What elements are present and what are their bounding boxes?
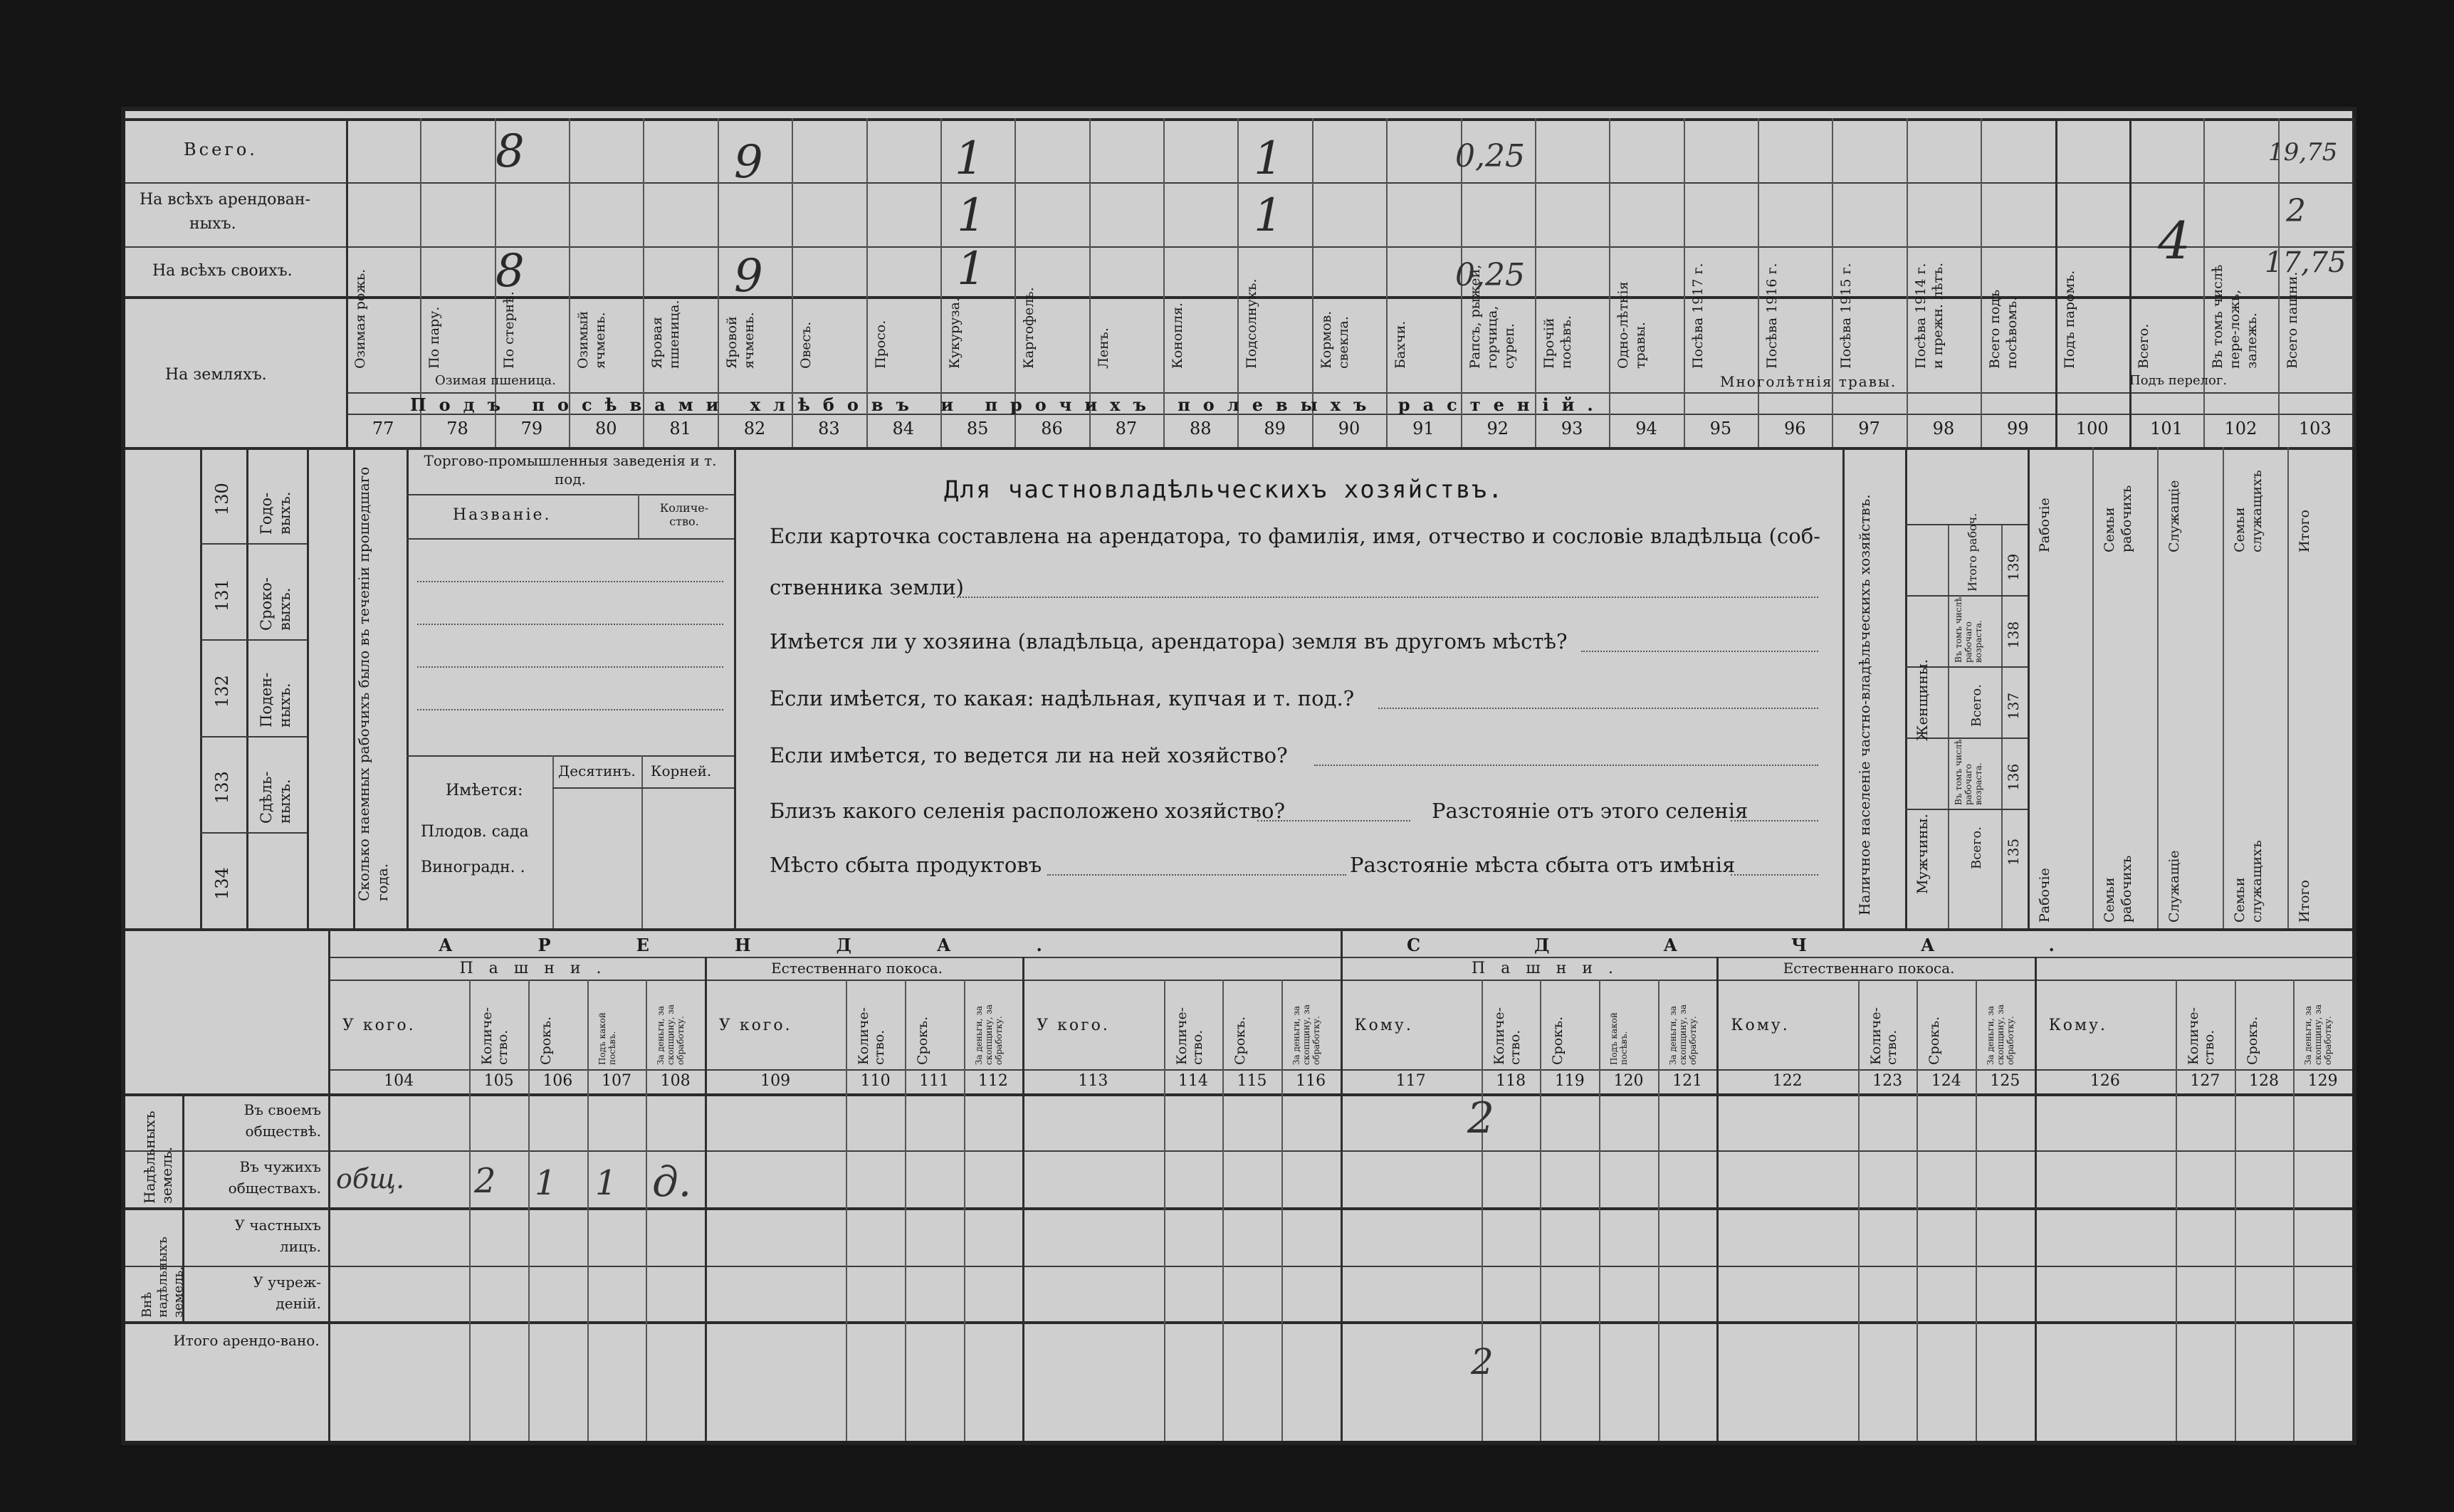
col-label-101: Всего.: [2135, 323, 2151, 369]
col-label-99: Всего подъ посѣвомъ.: [1987, 289, 2020, 369]
q1-line-a: Если карточка составлена на арендатора, то фамилія, имя, отчество и сословіе владѣльца (соб-: [770, 524, 1820, 548]
roots-header: Корней.: [651, 762, 712, 779]
lease-sdacha-head-120: Подъ какой посѣвъ.: [1609, 1012, 1630, 1065]
lease-sdacha-head-124: Срокъ.: [1926, 1016, 1943, 1065]
lease-sdacha-head-123: Количе-ство.: [1867, 1007, 1899, 1065]
hw-78-total: 8: [495, 125, 525, 178]
lease-arenda-head-112: За деньги, за скопщину, за обработку.: [973, 1004, 1004, 1065]
pop-total-label-2: Всего.: [1969, 684, 1984, 727]
fallow-label: Подъ перелог.: [2129, 373, 2228, 388]
col-label-95: Посѣва 1917 г.: [1689, 263, 1706, 369]
col-num-90: 90: [1338, 419, 1360, 439]
col-num-85: 85: [966, 419, 989, 439]
col-num-95: 95: [1709, 419, 1732, 439]
col-num-84: 84: [892, 419, 915, 439]
row-private-persons: У частныхъ лицъ.: [234, 1217, 321, 1255]
col-label-97: Посѣва 1915 г.: [1838, 263, 1855, 369]
hw-89-total: 1: [1254, 132, 1283, 185]
row-own-society: Въ своемъ обществѣ.: [243, 1101, 321, 1140]
trade-title: Торгово-промышленныя заведенія и т. под.: [424, 452, 717, 488]
col-num-87: 87: [1115, 419, 1138, 439]
col-label-82: Яровой ячмень.: [723, 312, 757, 369]
lease-num-129: 129: [2307, 1072, 2338, 1090]
row-institutions: У учреж-деній.: [253, 1274, 321, 1312]
row-rented-label-2: ныхъ.: [189, 215, 236, 233]
col-num-98: 98: [1932, 419, 1955, 439]
lease-num-127: 127: [2190, 1072, 2220, 1090]
col-num-78: 78: [446, 419, 468, 439]
pop-col-top-1: Семьи рабочихъ: [2102, 485, 2135, 552]
worker-label-132: Поден-ныхъ.: [258, 672, 293, 728]
lease-num-111: 111: [919, 1072, 950, 1090]
men-label: Мужчины.: [1914, 814, 1931, 894]
col-num-96: 96: [1783, 419, 1806, 439]
col-label-88: Конопля.: [1170, 302, 1186, 369]
col-num-94: 94: [1635, 419, 1657, 439]
lease-num-115: 115: [1237, 1072, 1267, 1090]
col-num-77: 77: [372, 419, 394, 439]
q5a: Близъ какого селенія расположено хозяйство?: [770, 799, 1286, 823]
lease-num-106: 106: [542, 1072, 573, 1090]
q6a: Мѣсто сбыта продуктовъ: [770, 853, 1042, 877]
lease-sdacha-head-122: Кому.: [1731, 1017, 1790, 1034]
lease-num-107: 107: [601, 1072, 631, 1090]
col-num-89: 89: [1264, 419, 1286, 439]
lease-sdacha-head-129: За деньги, за скопщину, за обработку.: [2303, 1004, 2334, 1065]
hw-82-total: 9: [734, 136, 763, 189]
lease-sdacha-head-128: Срокъ.: [2244, 1016, 2260, 1065]
hw-row1-118: 2: [1467, 1093, 1495, 1143]
lease-arenda-nat-hay: Естественнаго покоса.: [771, 960, 943, 977]
population-title: Наличное населеніе частно-владѣльческихъ хозяйствъ.: [1856, 494, 1873, 915]
col-label-78: По пару.: [426, 306, 443, 369]
num-138: 138: [2005, 621, 2022, 649]
lease-sdacha-head-127: Количе-ство.: [2186, 1007, 2218, 1065]
pop-col-bot-1: Семьи рабочихъ: [2102, 855, 2135, 923]
desyatin-header: Десятинъ.: [558, 762, 636, 779]
lease-arenda-head-115: Срокъ.: [1232, 1016, 1249, 1065]
hired-workers-title: Сколько наемных рабочихъ было въ теченіи прошедшаго года.: [355, 466, 391, 901]
lease-num-110: 110: [860, 1072, 891, 1090]
col-label-96: Посѣва 1916 г.: [1764, 263, 1781, 369]
lease-num-105: 105: [483, 1072, 514, 1090]
col-num-103: 103: [2298, 419, 2332, 439]
pop-total-label-3: Всего.: [1969, 826, 1984, 869]
col-label-103: Всего пашни.: [2284, 271, 2300, 369]
col-label-85: Кукуруза.: [946, 297, 963, 369]
lease-sdacha-head-121: За деньги, за скопщину, за обработку.: [1667, 1004, 1698, 1065]
lease-sdacha-head-117: Кому.: [1354, 1017, 1413, 1034]
trade-name-header: Названіе.: [453, 506, 552, 524]
lease-num-121: 121: [1672, 1072, 1703, 1090]
lease-num-128: 128: [2249, 1072, 2280, 1090]
lease-num-117: 117: [1395, 1072, 1426, 1090]
lease-num-122: 122: [1772, 1072, 1803, 1090]
col-label-93: Прочій посѣвъ.: [1541, 315, 1574, 369]
hw-total-118: 2: [1471, 1341, 1494, 1382]
row-rented-label-1: На всѣхъ арендован-: [140, 191, 310, 209]
women-label: Женщины.: [1914, 658, 1931, 741]
pop-total-label-1: Итого рабоч.: [1966, 513, 1979, 592]
lease-num-126: 126: [2089, 1072, 2120, 1090]
col-num-82: 82: [743, 419, 766, 439]
pop-col-top-4: Итого: [2296, 510, 2312, 552]
hw-row2-crop: 1: [595, 1163, 617, 1203]
lease-num-120: 120: [1613, 1072, 1644, 1090]
hw-92-own: 0,25: [1455, 257, 1525, 293]
col-label-92: Рапсъ, рыжей, горчица, суреп.: [1467, 264, 1517, 369]
hw-row2-term: 1: [535, 1163, 557, 1203]
col-num-99: 99: [2007, 419, 2029, 439]
worker-label-131: Сроко-выхъ.: [258, 577, 293, 631]
lease-num-125: 125: [1990, 1072, 2020, 1090]
lease-num-108: 108: [660, 1072, 691, 1090]
lease-num-124: 124: [1931, 1072, 1961, 1090]
num-139: 139: [2005, 553, 2022, 581]
lease-sdacha-nat-hay: Естественнаго покоса.: [1783, 960, 1955, 977]
private-title: Для частновладѣльческихъ хозяйствъ.: [944, 476, 1504, 504]
pop-col-bot-3: Семьи служащихъ: [2231, 840, 2265, 923]
col-label-84: Просо.: [872, 320, 888, 369]
worker-num-130: 130: [212, 482, 232, 515]
hw-103-rented: 2: [2286, 193, 2306, 229]
lease-arenda-head-113: У кого.: [1037, 1017, 1110, 1034]
hw-85-rented: 1: [957, 189, 986, 242]
pop-col-top-3: Семьи служащихъ: [2231, 470, 2265, 552]
col-num-83: 83: [818, 419, 840, 439]
lease-num-112: 112: [977, 1072, 1008, 1090]
col-label-102: Въ томъ числѣ пере-ложь, залежь.: [2210, 264, 2260, 369]
vineyards-label: Виноградн. .: [421, 859, 525, 876]
orchards-label: Плодов. сада: [421, 823, 529, 841]
lease-arenda-head-110: Количе-ство.: [856, 1007, 888, 1065]
col-num-100: 100: [2075, 419, 2109, 439]
col-num-101: 101: [2150, 419, 2183, 439]
num-135: 135: [2005, 838, 2022, 866]
lease-arenda-head-114: Количе-ство.: [1173, 1007, 1205, 1065]
lease-arenda-pashni: Пашни.: [459, 960, 617, 977]
perennial-grass-label: Многолѣтнія травы.: [1720, 373, 1897, 390]
lease-arenda-head-107: Подъ какой посѣвъ.: [597, 1012, 617, 1065]
lease-arenda-head-104: У кого.: [342, 1017, 416, 1034]
worker-num-134: 134: [212, 867, 232, 901]
lease-num-119: 119: [1554, 1072, 1585, 1090]
hw-103-total: 19,75: [2268, 138, 2338, 167]
col-label-86: Картофель.: [1021, 287, 1037, 369]
col-num-80: 80: [595, 419, 617, 439]
q5b: Разстояніе отъ этого селенія: [1432, 799, 1748, 823]
col-label-77: Озимая рожь.: [352, 268, 368, 369]
col-label-94: Одно-лѣтнія травы.: [1615, 281, 1649, 369]
q1-line-b: ственника земли): [770, 575, 964, 599]
hw-row2-who: общ.: [336, 1163, 405, 1195]
col-num-79: 79: [520, 419, 543, 439]
col-label-83: Овесъ.: [798, 321, 814, 369]
lease-num-113: 113: [1078, 1072, 1108, 1090]
pop-col-bot-4: Итого: [2296, 880, 2312, 923]
row-total-label: Всего.: [184, 140, 258, 159]
hw-row2-qty: 2: [474, 1161, 496, 1201]
winter-wheat-label: Озимая пшеница.: [435, 373, 556, 388]
hw-78-own: 8: [495, 245, 525, 298]
row-total-leased: Итого арендо-вано.: [173, 1332, 320, 1349]
lease-sdacha-head-125: За деньги, за скопщину, за обработку.: [1986, 1004, 2016, 1065]
col-num-102: 102: [2224, 419, 2258, 439]
under-crops-banner: Подъ посѣвами хлѣбовъ и прочихъ полевыхъ растеній.: [410, 394, 1606, 415]
col-label-80: Озимый ячмень.: [575, 310, 609, 369]
q4: Если имѣется, то ведется ли на ней хозяйство?: [770, 743, 1288, 767]
num-137: 137: [2005, 692, 2022, 720]
lease-num-116: 116: [1296, 1072, 1326, 1090]
pop-col-top-2: Служащіе: [2166, 480, 2183, 552]
col-label-89: Подсолнухъ.: [1244, 278, 1260, 369]
pop-col-bot-0: Рабочіе: [2037, 868, 2052, 923]
lease-num-109: 109: [760, 1072, 791, 1090]
col-num-97: 97: [1858, 419, 1880, 439]
hw-103-own: 17,75: [2265, 246, 2346, 279]
hw-89-rented: 1: [1254, 189, 1283, 242]
row-other-society: Въ чужихъ обществахъ.: [228, 1158, 321, 1197]
worker-label-133: Сдѣль-ныхъ.: [258, 771, 293, 824]
col-label-87: Ленъ.: [1095, 327, 1111, 369]
group-nenadel: Внѣ надѣльныхъ земель.: [140, 1237, 186, 1318]
lease-sdacha-head-126: Кому.: [2048, 1017, 2108, 1034]
col-label-90: Кормов. свекла.: [1318, 310, 1351, 369]
hw-82-own: 9: [734, 250, 763, 303]
lease-arenda-head-116: За деньги, за скопщину, за обработку.: [1291, 1004, 1321, 1065]
col-num-92: 92: [1486, 419, 1509, 439]
col-num-93: 93: [1561, 419, 1583, 439]
col-num-88: 88: [1189, 419, 1212, 439]
worker-num-132: 132: [212, 675, 232, 708]
row-own-label: На всѣхъ своихъ.: [152, 262, 293, 280]
worker-num-131: 131: [212, 578, 232, 611]
pop-incl-label-1: Въ томъ числѣ рабочаго возраста.: [1954, 597, 1983, 663]
lease-arenda-head-111: Срокъ.: [914, 1016, 930, 1065]
sdacha-banner: СДАЧА.: [1407, 935, 2169, 955]
worker-label-130: Годо-выхъ.: [258, 491, 293, 535]
group-nadel: Надѣльныхъ земель.: [141, 1111, 175, 1204]
hw-row2-pay: д.: [652, 1157, 692, 1206]
col-label-100: Подъ паромъ.: [2061, 270, 2077, 369]
lease-num-123: 123: [1872, 1072, 1903, 1090]
lease-sdacha-pashni: Пашни.: [1471, 960, 1630, 977]
lease-num-118: 118: [1496, 1072, 1526, 1090]
col-label-81: Яровая пшеница.: [649, 300, 683, 369]
trade-qty-header: Количе-ство.: [659, 501, 709, 528]
lease-arenda-head-108: За деньги, за скопщину, за обработку.: [656, 1004, 686, 1065]
hw-101-mid: 4: [2158, 211, 2191, 271]
col-label-91: Бахчи.: [1393, 320, 1409, 369]
num-136: 136: [2005, 763, 2022, 791]
lease-sdacha-head-119: Срокъ.: [1550, 1016, 1566, 1065]
row-on-lands-label: На земляхъ.: [165, 366, 267, 384]
q2: Имѣется ли у хозяина (владѣльца, арендатора) земля въ другомъ мѣстѣ?: [770, 629, 1568, 653]
pop-col-top-0: Рабочіе: [2037, 498, 2052, 552]
hw-85-own: 1: [957, 243, 986, 295]
has-label: Имѣется:: [446, 782, 523, 799]
col-num-81: 81: [669, 419, 691, 439]
lease-arenda-head-106: Срокъ.: [538, 1016, 554, 1065]
col-num-86: 86: [1041, 419, 1063, 439]
arenda-banner: АРЕНДА.: [439, 935, 1128, 955]
lease-arenda-head-109: У кого.: [718, 1017, 792, 1034]
lease-sdacha-head-118: Количе-ство.: [1491, 1007, 1523, 1065]
lease-arenda-head-105: Количе-ство.: [479, 1007, 511, 1065]
worker-num-133: 133: [212, 771, 232, 804]
q3: Если имѣется, то какая: надѣльная, купчая и т. под.?: [770, 686, 1355, 710]
lease-num-104: 104: [384, 1072, 414, 1090]
col-label-79: По стернѣ.: [500, 291, 517, 369]
lease-num-114: 114: [1178, 1072, 1208, 1090]
pop-col-bot-2: Служащіе: [2166, 850, 2183, 923]
census-card: [121, 107, 2356, 1445]
hw-92-total: 0,25: [1455, 138, 1525, 174]
q6b: Разстояніе мѣста сбыта отъ имѣнія: [1350, 853, 1736, 877]
pop-incl-label-2: Въ томъ числѣ рабочаго возраста.: [1954, 739, 1983, 805]
hw-85-total: 1: [955, 132, 984, 185]
col-num-91: 91: [1412, 419, 1435, 439]
col-label-98: Посѣва 1914 г. и прежн. лѣтъ.: [1912, 262, 1946, 369]
